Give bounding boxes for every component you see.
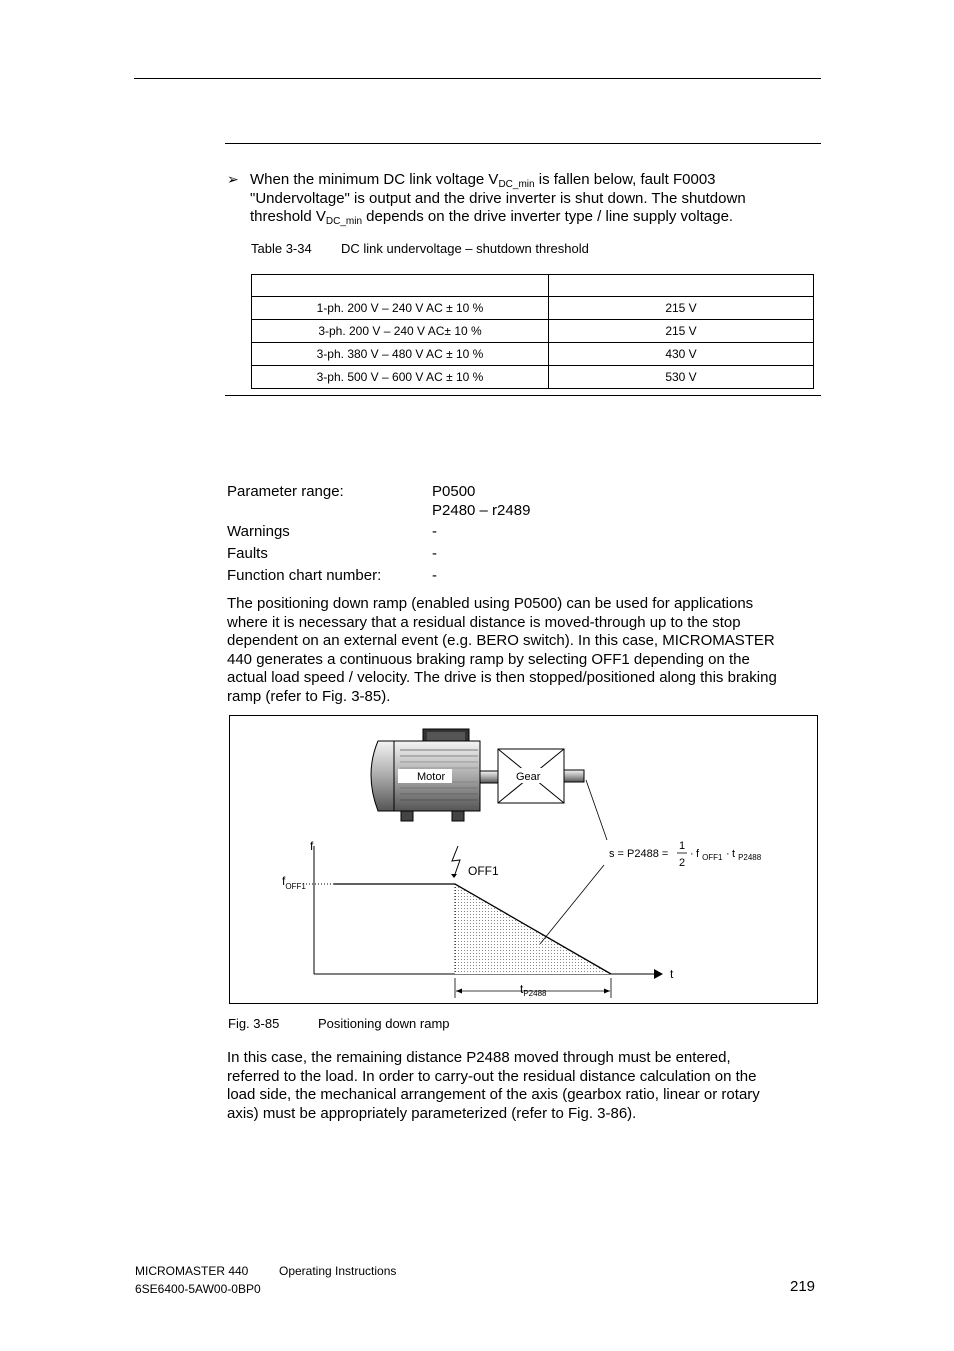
paragraph-line: actual load speed / velocity. The drive is then stopped/positioned along this braking xyxy=(227,669,777,686)
bullet-text: When the minimum DC link voltage $V_{DC\_min}$ is fallen below, fault F0003 "Undervoltage" is output and the drive inverter is shut down. The shutdown threshold $V_{DC\_min}$ depends on the drive inverter type / line supply voltage. xyxy=(250,171,746,227)
foff1-label: $f_{OFF1}$ xyxy=(282,874,306,891)
parameter-range-value-2: P2480 – r2489 xyxy=(432,502,531,519)
function-chart-value: - xyxy=(432,567,437,584)
paragraph-line: The positioning down ramp (enabled using P0500) can be used for applications xyxy=(227,595,754,612)
motor-label: Motor xyxy=(417,771,446,783)
table-caption-title: DC link undervoltage – shutdown threshold xyxy=(341,241,589,256)
paragraph-remaining-distance xyxy=(227,1049,821,1123)
svg-text:tP2488: t $_{P2488}$ xyxy=(732,848,762,862)
t-axis-arrow xyxy=(654,969,663,979)
warnings-value: - xyxy=(432,523,437,540)
figure-positioning-ramp xyxy=(229,715,818,1004)
t-axis-label: t xyxy=(670,967,674,981)
table-cell-supply: 3-ph. 380 V – 480 V AC ± 10 % xyxy=(252,343,549,366)
paragraph-line: load side, the mechanical arrangement of the axis (gearbox ratio, linear or rotary xyxy=(227,1086,760,1103)
table-row xyxy=(252,366,814,389)
table-cell-threshold: 430 V xyxy=(549,343,814,366)
footer-order-number: 6SE6400-5AW00-0BP0 xyxy=(135,1282,261,1296)
paragraph-line: where it is necessary that a residual distance is moved-through up to the stop xyxy=(227,613,741,631)
tp-arrow-right xyxy=(604,989,610,994)
warnings-label: Warnings xyxy=(227,523,290,540)
area-leader-line xyxy=(540,865,604,944)
faults-label: Faults xyxy=(227,545,268,562)
table-cell-threshold: 530 V xyxy=(549,366,814,389)
off1-label: OFF1 xyxy=(468,864,499,878)
parameter-range-label: Parameter range: xyxy=(227,483,344,500)
top-rule xyxy=(134,78,821,79)
table-end-rule xyxy=(225,395,821,396)
footer-doc-type: Operating Instructions xyxy=(279,1264,397,1278)
svg-text:fOFF1: f $_{OFF1}$ xyxy=(696,848,723,862)
gear-icon xyxy=(498,749,584,803)
svg-text:·: · xyxy=(726,848,730,860)
figure-caption-number: Fig. 3-85 xyxy=(228,1016,280,1031)
svg-text:s = P2488 =: s = P2488 = xyxy=(609,848,669,860)
paragraph-line: ramp (refer to Fig. 3-85). xyxy=(227,687,391,705)
bullet-marker: ➢ xyxy=(227,171,239,187)
tp2488-label: $t_{P2488}$ xyxy=(520,982,547,998)
figure-caption-title: Positioning down ramp xyxy=(318,1016,450,1031)
table-row xyxy=(252,320,814,343)
table-header-cell xyxy=(549,275,814,297)
paragraph-line: dependent on an external event (e.g. BERO switch). In this case, MICROMASTER xyxy=(227,632,775,649)
table-caption-number: Table 3-34 xyxy=(251,241,312,256)
lightning-icon xyxy=(452,846,460,877)
residual-distance-formula xyxy=(609,840,762,869)
table-cell-threshold: 215 V xyxy=(549,297,814,320)
formula-leader-line xyxy=(586,780,607,840)
motor-icon xyxy=(371,729,498,821)
f-axis-label: f xyxy=(310,839,314,853)
paragraph-line: 440 generates a continuous braking ramp by selecting OFF1 depending on the xyxy=(227,650,750,668)
tp-arrow-left xyxy=(456,989,462,994)
table-row xyxy=(252,343,814,366)
table-cell-threshold: 215 V xyxy=(549,320,814,343)
paragraph-line: referred to the load. In order to carry-out the residual distance calculation on the xyxy=(227,1067,757,1085)
svg-text:·: · xyxy=(690,848,694,860)
page-number: 219 xyxy=(790,1278,816,1295)
paragraph-positioning xyxy=(227,595,821,706)
svg-text:2: 2 xyxy=(679,857,686,869)
footer-product: MICROMASTER 440 xyxy=(135,1264,249,1278)
undervoltage-table xyxy=(251,274,814,389)
table-cell-supply: 1-ph. 200 V – 240 V AC ± 10 % xyxy=(252,297,549,320)
positioning-ramp-diagram xyxy=(230,716,817,1003)
faults-value: - xyxy=(432,545,437,562)
function-chart-label: Function chart number: xyxy=(227,567,382,584)
table-cell-supply: 3-ph. 200 V – 240 V AC± 10 % xyxy=(252,320,549,343)
section-rule xyxy=(225,143,821,144)
lightning-arrow-icon xyxy=(451,874,457,878)
svg-text:1: 1 xyxy=(679,840,686,852)
paragraph-line: axis) must be appropriately parameterized (refer to Fig. 3-86). xyxy=(227,1104,637,1122)
table-cell-supply: 3-ph. 500 V – 600 V AC ± 10 % xyxy=(252,366,549,389)
table-header-row xyxy=(252,275,814,297)
gear-label: Gear xyxy=(516,771,541,783)
paragraph-line: In this case, the remaining distance P2488 moved through must be entered, xyxy=(227,1049,731,1066)
table-header-cell xyxy=(252,275,549,297)
parameter-range-value-1: P0500 xyxy=(432,483,476,500)
table-row xyxy=(252,297,814,320)
